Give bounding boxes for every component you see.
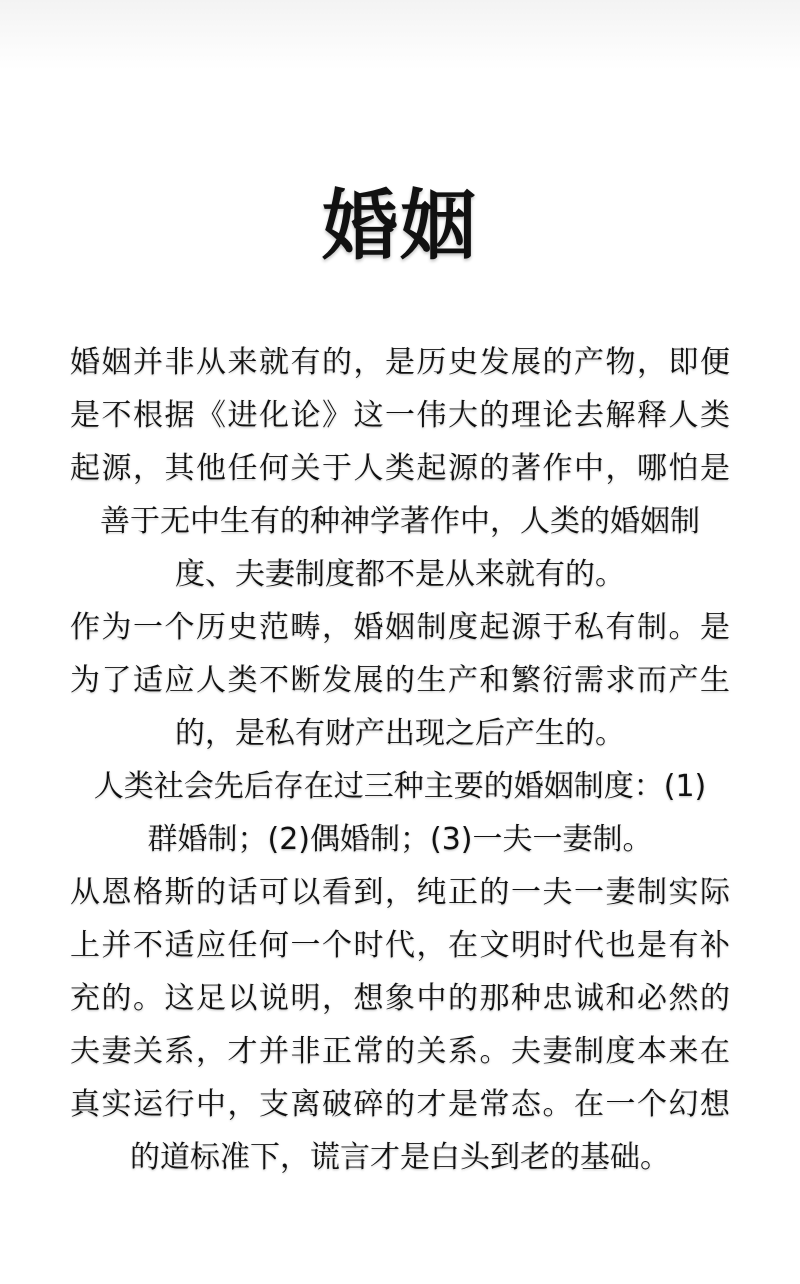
body-line: 充的。这足以说明，想象中的那种忠诚和必然的 (70, 981, 730, 1016)
document-title: 婚姻 (322, 181, 478, 270)
body-line: 真实运行中，支离破碎的才是常态。在一个幻想 (70, 1087, 730, 1122)
body-line: 是不根据《进化论》这一伟大的理论去解释人类 (70, 398, 730, 433)
body-line: 的，是私有财产出现之后产生的。 (175, 716, 625, 751)
body-line: 群婚制；(2)偶婚制；(3)一夫一妻制。 (147, 822, 653, 857)
document-body (70, 336, 730, 1184)
body-line: 作为一个历史范畴，婚姻制度起源于私有制。是 (70, 610, 730, 645)
body-line: 为了适应人类不断发展的生产和繁衍需求而产生 (70, 663, 730, 698)
body-line: 的道标准下，谎言才是白头到老的基础。 (130, 1140, 670, 1175)
body-line: 起源，其他任何关于人类起源的著作中，哪怕是 (70, 451, 730, 486)
body-line: 从恩格斯的话可以看到，纯正的一夫一妻制实际 (70, 875, 730, 910)
body-line: 婚姻并非从来就有的，是历史发展的产物，即便 (70, 345, 730, 380)
body-line: 度、夫妻制度都不是从来就有的。 (175, 557, 625, 592)
body-line: 善于无中生有的种神学著作中，人类的婚姻制 (100, 504, 700, 539)
body-line: 人类社会先后存在过三种主要的婚姻制度：(1) (93, 769, 707, 804)
body-line: 上并不适应任何一个时代，在文明时代也是有补 (70, 928, 730, 963)
body-line: 夫妻关系，才并非正常的关系。夫妻制度本来在 (70, 1034, 730, 1069)
